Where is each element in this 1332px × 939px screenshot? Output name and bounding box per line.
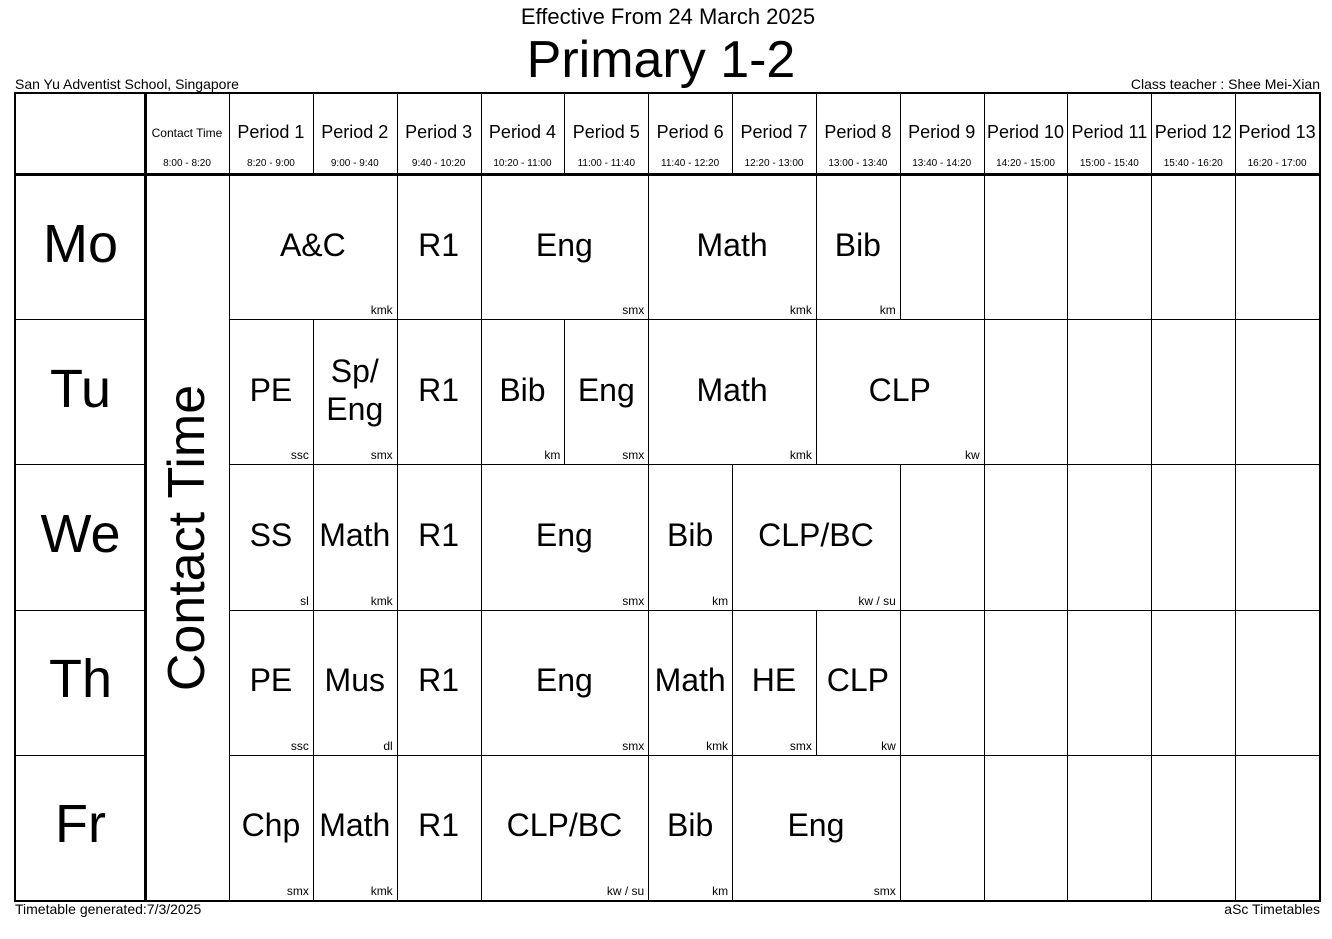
lesson-subject: SS [249, 516, 293, 553]
lesson-cell [229, 174, 397, 319]
lesson-teacher: smx [622, 738, 645, 753]
grid-line [1235, 92, 1236, 174]
lesson-subject: Eng [535, 662, 593, 699]
lesson-teacher: kw / su [858, 593, 896, 608]
grid-line [900, 174, 901, 319]
grid-line [1067, 464, 1151, 465]
lesson-subject: R1 [418, 516, 460, 553]
lesson-subject: Eng [787, 807, 845, 844]
effective-date: Effective From 24 March 2025 [520, 4, 816, 29]
lesson-cell [648, 464, 732, 609]
lesson-subject: Bib [667, 807, 714, 844]
lesson-cell [229, 464, 313, 609]
grid-line [313, 92, 314, 174]
timetable-grid [14, 92, 1321, 902]
grid-line [900, 92, 901, 174]
period-time-1: 8:20 - 9:00 [247, 158, 295, 169]
day-label-we: We [40, 504, 121, 564]
period-time-3: 9:40 - 10:20 [411, 158, 466, 169]
lesson-subject: Math [319, 516, 391, 553]
day-label-th: Th [48, 649, 113, 710]
lesson-cell [816, 174, 900, 319]
grid-line [144, 92, 147, 900]
contact-time-vertical-label: Contact Time [158, 384, 216, 692]
lesson-teacher: kw [964, 448, 980, 463]
lesson-subject: Eng [535, 226, 593, 263]
grid-line [229, 92, 230, 174]
lesson-cell [481, 464, 649, 609]
period-time-4: 10:20 - 11:00 [493, 158, 552, 169]
grid-line [14, 610, 145, 611]
period-time-10: 14:20 - 15:00 [996, 158, 1055, 169]
lesson-cell [481, 174, 649, 319]
day-label-mo: Mo [42, 213, 118, 274]
lesson-cell [397, 755, 481, 900]
grid-line [1067, 319, 1068, 464]
lesson-cell [229, 755, 313, 900]
lesson-teacher: smx [622, 303, 645, 318]
grid-line [1151, 610, 1235, 611]
grid-line [984, 174, 985, 319]
lesson-teacher: km [712, 593, 729, 608]
lesson-cell [564, 319, 648, 464]
period-header-8: Period 8 [824, 122, 892, 142]
lesson-subject: Eng [535, 516, 593, 553]
day-label-tu: Tu [49, 358, 111, 419]
period-header-12: Period 12 [1154, 122, 1232, 142]
period-header-9: Period 9 [908, 122, 976, 142]
grid-line [1067, 319, 1151, 320]
grid-line [900, 464, 901, 609]
lesson-cell [481, 319, 565, 464]
grid-line [984, 610, 985, 755]
lesson-teacher: kmk [370, 883, 393, 898]
lesson-cell [648, 610, 732, 755]
contact-time-header: Contact Time [151, 126, 223, 140]
grid-line [1067, 464, 1068, 609]
grid-line [1235, 755, 1319, 756]
lesson-subject: CLP [826, 662, 889, 699]
grid-line [1319, 174, 1320, 319]
grid-line [1067, 174, 1068, 319]
period-header-5: Period 5 [572, 122, 640, 142]
grid-line [1319, 755, 1320, 900]
period-header-7: Period 7 [740, 122, 808, 142]
lesson-subject: Mus [324, 662, 385, 699]
day-label-fr: Fr [55, 794, 106, 855]
lesson-cell [397, 174, 481, 319]
lesson-subject: Bib [834, 226, 881, 263]
grid-line [1235, 610, 1236, 755]
lesson-subject: R1 [418, 662, 460, 699]
period-time-2: 9:00 - 9:40 [330, 158, 379, 169]
grid-line [1151, 610, 1152, 755]
lesson-teacher: km [544, 448, 561, 463]
grid-line [1235, 319, 1319, 320]
grid-line [1151, 464, 1235, 465]
grid-line [1067, 610, 1068, 755]
lesson-cell [732, 755, 900, 900]
period-time-6: 11:40 - 12:20 [661, 158, 720, 169]
grid-line [1319, 610, 1320, 755]
period-time-11: 15:00 - 15:40 [1079, 158, 1139, 169]
grid-line [1067, 755, 1068, 900]
lesson-teacher: kmk [789, 303, 812, 318]
period-header-1: Period 1 [237, 122, 305, 142]
grid-line [1067, 92, 1068, 174]
lesson-teacher: smx [622, 448, 645, 463]
lesson-subject: CLP/BC [758, 516, 874, 553]
grid-line [984, 755, 985, 900]
lesson-teacher: kmk [706, 738, 729, 753]
lesson-cell [397, 319, 481, 464]
lesson-subject: HE [751, 662, 797, 699]
lesson-teacher: ssc [290, 738, 309, 753]
grid-line [1151, 319, 1152, 464]
lesson-cell [648, 319, 816, 464]
grid-line [984, 319, 985, 464]
period-header-2: Period 2 [321, 122, 389, 142]
grid-line [1151, 464, 1152, 609]
lesson-teacher: dl [383, 738, 393, 753]
lesson-cell [816, 319, 984, 464]
page-title: Primary 1-2 [526, 31, 796, 89]
lesson-subject: R1 [418, 371, 460, 408]
lesson-teacher: kw [881, 738, 896, 753]
grid-line [900, 755, 901, 900]
lesson-teacher: smx [622, 593, 645, 608]
period-time-13: 16:20 - 17:00 [1247, 158, 1307, 169]
software-credit: aSc Timetables [1224, 901, 1320, 917]
lesson-teacher: kmk [789, 448, 812, 463]
grid-line [397, 92, 398, 174]
period-header-10: Period 10 [987, 122, 1065, 142]
school-name: San Yu Adventist School, Singapore [15, 76, 239, 92]
grid-line [984, 610, 1068, 611]
lesson-subject: A&C [279, 226, 346, 263]
grid-line [1151, 755, 1152, 900]
grid-line [1067, 610, 1151, 611]
period-time-12: 15:40 - 16:20 [1163, 158, 1223, 169]
lesson-subject: Chp [241, 807, 301, 844]
class-teacher: Class teacher : Shee Mei-Xian [1130, 76, 1320, 92]
lesson-subject: Bib [499, 371, 546, 408]
lesson-cell [648, 174, 816, 319]
lesson-subject: CLP/BC [506, 807, 623, 844]
period-time-9: 13:40 - 14:20 [912, 158, 972, 169]
lesson-teacher: smx [873, 883, 896, 898]
grid-line [900, 610, 901, 755]
lesson-subject: Math [696, 226, 768, 263]
grid-line [1151, 174, 1152, 319]
period-time-7: 12:20 - 13:00 [744, 158, 804, 169]
lesson-cell [732, 464, 900, 609]
grid-line [900, 610, 984, 611]
grid-line [1235, 464, 1319, 465]
grid-line [1319, 464, 1320, 609]
grid-line [1235, 319, 1236, 464]
lesson-teacher: smx [286, 883, 309, 898]
grid-line [481, 92, 482, 174]
lesson-teacher: smx [370, 448, 393, 463]
generated-date: Timetable generated:7/3/2025 [15, 901, 202, 917]
lesson-cell [397, 464, 481, 609]
lesson-cell [481, 755, 649, 900]
grid-line [984, 92, 985, 174]
lesson-subject: Math [654, 662, 726, 699]
lesson-subject: Bib [667, 516, 714, 553]
lesson-teacher: kmk [370, 303, 393, 318]
grid-line [984, 464, 1068, 465]
lesson-cell [313, 319, 397, 464]
lesson-cell [481, 610, 649, 755]
grid-line [984, 464, 985, 609]
lesson-teacher: kmk [370, 593, 393, 608]
lesson-subject: PE [249, 662, 293, 699]
lesson-teacher: kw / su [606, 883, 645, 898]
period-header-13: Period 13 [1238, 122, 1316, 142]
period-time-5: 11:00 - 11:40 [577, 158, 636, 169]
period-header-3: Period 3 [405, 122, 473, 142]
grid-line [984, 755, 1068, 756]
lesson-cell [313, 755, 397, 900]
grid-line [1235, 464, 1236, 609]
lesson-subject: Sp/ Eng [326, 352, 384, 427]
lesson-cell [229, 610, 313, 755]
grid-line [14, 755, 145, 756]
grid-line [1151, 319, 1235, 320]
lesson-teacher: ssc [290, 448, 309, 463]
period-header-11: Period 11 [1071, 122, 1148, 142]
grid-line [1319, 319, 1320, 464]
grid-line [816, 92, 817, 174]
grid-line [648, 92, 649, 174]
lesson-cell [313, 464, 397, 609]
lesson-cell [397, 610, 481, 755]
lesson-subject: Math [319, 807, 391, 844]
lesson-subject: PE [249, 371, 293, 408]
lesson-teacher: smx [789, 738, 812, 753]
lesson-cell [816, 610, 900, 755]
grid-line [984, 319, 1068, 320]
grid-line [1151, 92, 1152, 174]
grid-line [1235, 174, 1236, 319]
grid-line [14, 319, 145, 320]
grid-line [1235, 610, 1319, 611]
grid-line [14, 464, 145, 465]
grid-line [1067, 755, 1151, 756]
grid-line [1151, 755, 1235, 756]
contact-time-time: 8:00 - 8:20 [163, 158, 211, 169]
lesson-cell [648, 755, 732, 900]
lesson-teacher: sl [300, 593, 309, 608]
lesson-cell [229, 319, 313, 464]
grid-line [1235, 755, 1236, 900]
lesson-subject: CLP [868, 371, 931, 408]
lesson-subject: Math [696, 371, 768, 408]
lesson-cell [313, 610, 397, 755]
lesson-subject: R1 [418, 807, 460, 844]
lesson-cell [732, 610, 816, 755]
lesson-subject: Eng [577, 371, 635, 408]
lesson-teacher: km [879, 303, 896, 318]
lesson-subject: R1 [418, 226, 460, 263]
grid-line [900, 755, 984, 756]
period-time-8: 13:00 - 13:40 [828, 158, 888, 169]
period-header-4: Period 4 [488, 122, 556, 142]
period-header-6: Period 6 [656, 122, 724, 142]
lesson-teacher: km [712, 883, 729, 898]
grid-line [732, 92, 733, 174]
grid-line [564, 92, 565, 174]
